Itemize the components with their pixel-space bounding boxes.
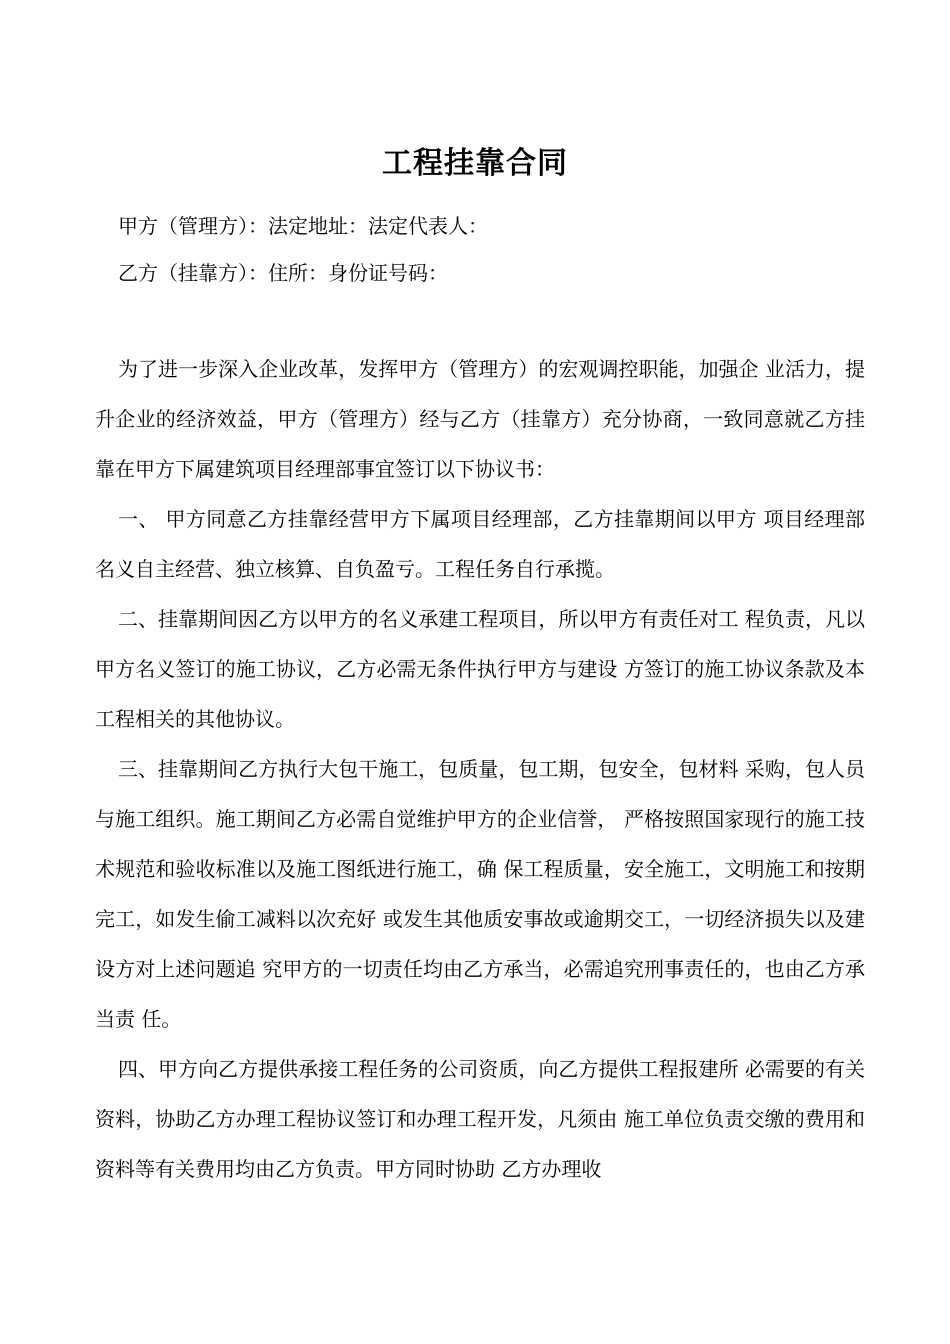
party-a-line: 甲方（管理方）：法定地址：法定代表人： xyxy=(118,214,488,238)
contract-body xyxy=(95,344,865,1194)
party-b-line: 乙方（挂靠方）：住所：身份证号码： xyxy=(118,261,448,285)
clause-4-paragraph: 四、甲方向乙方提供承接工程任务的公司资质，向乙方提供工程报建所 必需要的有关资料，协助乙方办理工程协议签订和办理工程开发，凡须由 施工单位负责交缴的费用和资料等有关费用均由乙方负责。甲方同时协助 乙方办理收 xyxy=(95,1057,865,1181)
clause-2-paragraph: 二、挂靠期间因乙方以甲方的名义承建工程项目，所以甲方有责任对工 程负责，凡以甲方名义签订的施工协议，乙方必需无条件执行甲方与建设 方签订的施工协议条款及本工程相关的其他协议。 xyxy=(95,607,865,731)
clause-3-paragraph: 三、挂靠期间乙方执行大包干施工，包质量，包工期，包安全，包材料 采购，包人员与施工组织。施工期间乙方必需自觉维护甲方的企业信誉， 严格按照国家现行的施工技术规范和验收标准以及施工图纸进行施工，确 保工程质量，安全施工，文明施工和按期完工，如发生偷工减料以次充好 或发生其他质安事故或逾期交工，一切经济损失以及建设方对上述问题追 究甲方的一切责任均由乙方承当，必需追究刑事责任的，也由乙方承当责 任。 xyxy=(95,757,865,1031)
preamble-paragraph: 为了进一步深入企业改革，发挥甲方（管理方）的宏观调控职能，加强企 业活力，提升企业的经济效益，甲方（管理方）经与乙方（挂靠方）充分协商，一致同意就乙方挂靠在甲方下属建筑项目经理部事宜签订以下协议书： xyxy=(95,357,865,481)
clause-1-paragraph: 一、 甲方同意乙方挂靠经营甲方下属项目经理部，乙方挂靠期间以甲方 项目经理部名义自主经营、独立核算、自负盈亏。工程任务自行承揽。 xyxy=(95,507,865,581)
document-title: 工程挂靠合同 xyxy=(382,146,568,181)
